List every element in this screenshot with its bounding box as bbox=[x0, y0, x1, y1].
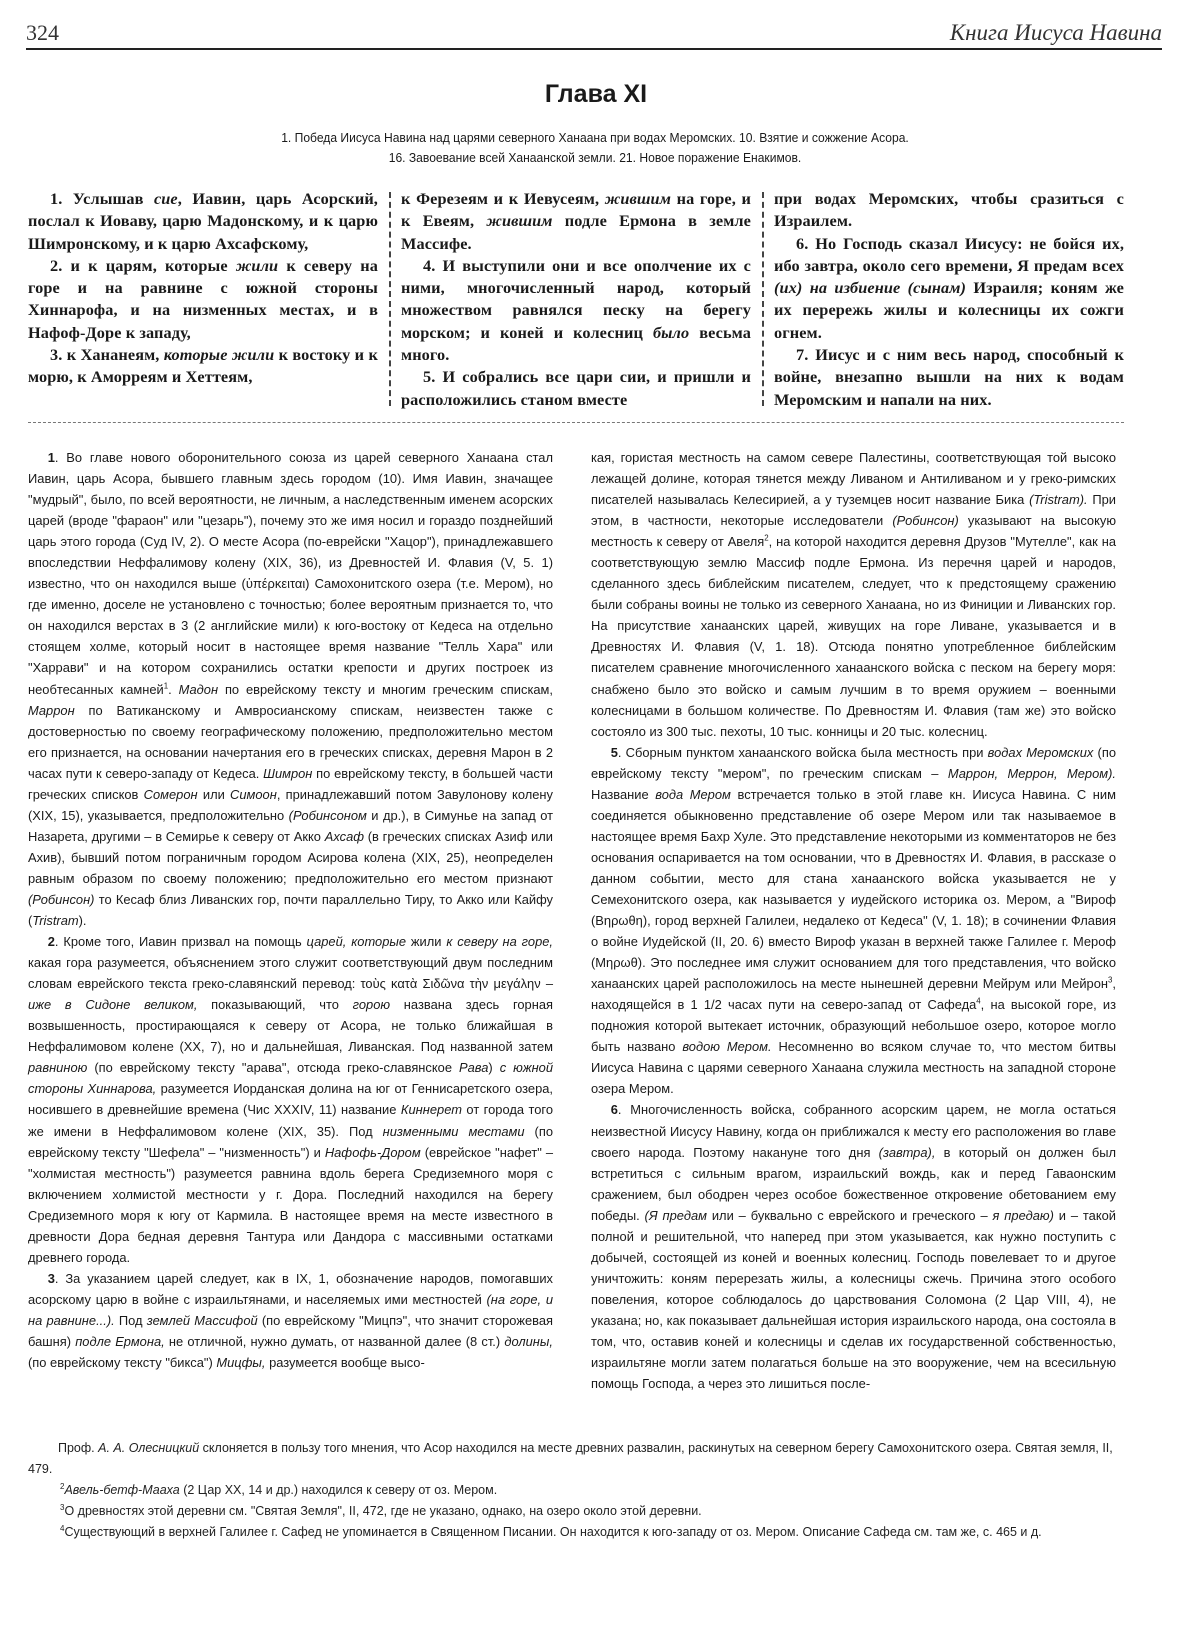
verse-5: 5. И собрались все цари сии, и пришли и расположились станом вместе bbox=[401, 367, 751, 409]
scripture-column-1 bbox=[28, 188, 378, 406]
column-divider bbox=[762, 192, 764, 406]
column-divider bbox=[389, 192, 391, 406]
commentary-paragraph-3-continued: кая, гористая местность на самом севере Палестины, соответствующая той высоко лежащей долине, которая тянется между Ливаном и Антиливаном и у греко-римских писателей называлась Келесирией, а у туземцев носит название Бика (Tristram). При этом, в частности, некоторые исследователи (Робинсон) указывают на высокую местность к северу от Авеля$^2$, на которой находится деревня Друзов "Мутелле", как на соответствующую землю Массиф подле Ермона. Из перечня царей и народов, сделанного здесь библейским писателем, следует, что к предстоящему сражению были собраны воины не только из северного Ханаана, но из Финиции и Ливанских гор. На присутствие ханаанских царей, живущих на горе Ливане, указывается и в Древностях И. Флавия (V, 1. 18). Отсюда понятно употребленное библейским писателем сравнение многочисленного ханаанского войска с песком на берегу моря: снабжено было это войско и самым лучшим в то время оружием – военными колесницами в большом количестве. По Древностям И. Флавия (там же) это войско состояло из 300 тыс. пехоты, 10 тыс. конницы и 20 тыс. колесниц. bbox=[591, 450, 1117, 739]
footnotes bbox=[28, 1438, 1128, 1543]
verse-6: 6. Но Господь сказал Иисусу: не бойся их, ибо завтра, около сего времени, Я предам всех (их) на избиение (сынам) Израиля; коням же их перережь жилы и колесницы их сожги огнем. bbox=[774, 233, 1124, 342]
commentary-paragraph-1: 1. Во главе нового оборонительного союза из царей северного Ханаана стал Иавин, царь Асора, бывшего главным здесь городом (10). Имя Иавин, значащее "мудрый", было, по всей вероятности, не личным, а наследственным именем асорских царей (вроде "фараон" или "цезарь"), почему это же имя носил и гораздо позднейший царь этого города (Суд IV, 2). О месте Асора (по-еврейски "Хацор"), принадлежавшего впоследствии Неффалимову колену (XIX, 36), из Древностей И. Флавия (V, 5. 1) известно, что он находился выше (ὑπέρκειται) Самохонитского озера (т.е. Мером), но где именно, доселе не установлено с точностью; более вероятным признается то, что он находился верстах в 3 (2 английские мили) к юго-востоку от Кедеса на отдельно стоящем холме, который носит в настоящее время название "Телль Хара" или "Харрави" и на котором сохранились остатки крепости и других построек из необтесанных камней$^1$. Мадон по еврейскому тексту и многим греческим спискам, Маррон по Ватиканскому и Амвросианскому спискам, неизвестен также с достоверностью по своему географическому положению, предположительно местом его признается, на основании начертания его в греческих списках, деревня Марон в 2 часах пути к северо-западу от Кедеса. Шимрон по еврейскому тексту, в большей части греческих списков Сомерон или Симоон, принадлежавший потом Завулонову колену (XIX, 15), указывается, предположительно (Робинсоном и др.), в Симунье на запад от Назарета, другими – в Семирье к северу от Акко Ахсаф (в греческих списках Азиф или Ахив), бывший потом пограничным городом Асирова колена (XIX, 25), неопределен равным образом по своему положению; предположительно его местом признают (Робинсон) то Кесаф близ Ливанских гор, почти параллельно Тиру, то Акко или Кайфу (Tristram). bbox=[28, 450, 554, 929]
running-book-title: Книга Иисуса Навина bbox=[949, 20, 1162, 45]
chapter-summary-line: 1. Победа Иисуса Навина над царями северного Ханаана при водах Меромских. 10. Взятие и сожжение Асора. bbox=[281, 130, 909, 145]
footnote-2: $^2$Авель-бетф-Мааха (2 Цар XX, 14 и др.) находился к северу от оз. Мером. bbox=[60, 1481, 498, 1497]
commentary-paragraph-5: 5. Сборным пунктом ханаанского войска была местность при водах Меромских (по еврейскому тексту "мером", по греческим спискам – Маррон, Меррон, Мером). Название вода Мером встречается только в этой главе кн. Иисуса Навина. С ним соединяется обыкновенно представление об озере Мером или так называемое в настоящее время Бахр Хуле. Это представление некоторыми из комментаторов не без основания оспаривается на том основании, что в Древностях И. Флавия, в рассказе о данном событии, место для стана ханаанского войска указывается не у Семехонитского озера, как называется у иудейского историка оз. Мером, а "Вироф (Βηρωθη), город верхней Галилеи, недалеко от Кедеса" (V, 1. 18); в сочинении Флавия о войне Иудейской (II, 20. 6) вместо Вироф указан в верхней также Галилее г. Мероф (Μηρωθ). Это последнее имя служит основанием для того представления, что войско ханаанских царей расположилось на месте нынешней деревни Мейрум или Мейрон$^3$, находящейся в 1 1/2 часах пути на северо-запад от Сафеда$^4$, на высокой горе, из подножия которой вытекает источник, образующий небольшое озеро, которое могло быть названо водою Мером. Несомненно во всяком случае то, что местом битвы Иисуса Навина с царями северного Ханаана служила местность на западной стороне озера Мером. bbox=[591, 744, 1117, 1097]
verse-3-continued: к Ферезеям и к Иевусеям, жившим на горе, и к Евеям, жившим подле Ермона в земле Массифе. bbox=[401, 189, 751, 253]
scripture-column-3 bbox=[774, 188, 1124, 409]
commentary-paragraph-2: 2. Кроме того, Иавин призвал на помощь царей, которые жили к северу на горе, какая гора разумеется, объяснением этого служит соответствующий двум последним словам еврейского текста греко-славянский перевод: τοὺς κατὰ Σιδῶνα τὴν μεγάλην – иже в Сидоне великом, показывающий, что горою названа здесь горная возвышенность, простирающаяся к северу от Асора, не только ближайшая в Неффалимовом колене (XX, 7), но и дальнейшая, Ливанская. Под названной затем равниною (по еврейскому тексту "арава", отсюда греко-славянское Рава) с южной стороны Хиннарова, разумеется Иорданская долина на юг от Геннисаретского озера, носившего в древнейшие времена (Чис XXXIV, 11) название Киннерет от города того же имени в Неффалимовом колене (XIX, 35). Под низменными местами (по еврейскому тексту "Шефела" – "низменность") и Нафофь-Дором (еврейское "нафет" – "холмистая местность") разумеется равнина вдоль берега Средиземного моря с включением холмистой местности у г. Дора. Последний находился на берегу Средиземного моря к югу от Кармила. В настоящее время на месте известного в древности Дора бедная деревня Тантура или Дандора с массивными остатками древнего города. bbox=[28, 934, 554, 1265]
verse-5-continued: при водах Меромских, чтобы сразиться с Израилем. bbox=[774, 189, 1124, 231]
commentary-column-right bbox=[591, 447, 1117, 1392]
verse-4: 4. И выступили они и все ополчение их с ними, многочисленный народ, который множеством равнялся песку на берегу морском; и коней и колесниц было весьма много. bbox=[401, 255, 751, 365]
footnote-4: $^4$Существующий в верхней Галилее г. Сафед не упоминается в Священном Писании. Он находится к юго-западу от оз. Мером. Описание Сафеда см. там же, с. 465 и д. bbox=[60, 1523, 1042, 1539]
commentary-paragraph-6: 6. Многочисленность войска, собранного асорским царем, не могла остаться неизвестной Иисусу Навину, когда он приближался к месту его расположения во главе своего народа. Поэтому накануне того дня (завтра), в который он должен был встретиться с сильным врагом, израильский вождь, как и перед Гаваонским сражением, был ободрен через особое божественное откровение обетованием ему победы. (Я предам или – буквально с еврейского и греческого – я предаю) и – такой полной и решительной, что наперед при этом указывается, как нужно поступить с добычей, состоящей из коней и военных колесниц. Господь повелевает то и другое уничтожить: коням перерезать жилы, а колесницы сжечь. Причина этого особого повеления, которое соблюдалось до царствования Соломона (2 Цар VIII, 4), не указана; но, как показывает дальнейшая история израильского народа, она состояла в том, что, оставив коней и колесницы и сделав их государственной собственностью, израильтяне могли затем полагаться больше на это вооружение, чем на всесильную помощь Господа, а через это лишиться после- bbox=[591, 1102, 1117, 1392]
commentary bbox=[28, 447, 1124, 1392]
verse-2: 2. и к царям, которые жили к северу на горе и на равнине с южной стороны Хиннарофа, и на низменных местах, и в Нафоф-Доре к западу, bbox=[28, 255, 379, 342]
section-divider bbox=[28, 422, 1124, 423]
footnote-3: $^3$О древностях этой деревни см. "Святая Земля", II, 472, где не указано, однако, на озеро около этой деревни. bbox=[60, 1502, 702, 1518]
chapter-title: Глава XI bbox=[544, 80, 648, 108]
page-number: 324 bbox=[26, 20, 59, 45]
verse-1: 1. Услышав сие, Иавин, царь Асорский, послал к Иоваву, царю Мадонскому, и к царю Шимронскому, и к царю Ахсафскому, bbox=[28, 189, 378, 253]
verse-7: 7. Иисус и с ним весь народ, способный к войне, внезапно вышли на них к водам Меромским и напали на них. bbox=[774, 345, 1124, 409]
verse-3: 3. к Хананеям, которые жили к востоку и к морю, к Аморреям и Хеттеям, bbox=[28, 345, 378, 387]
scripture-text bbox=[28, 188, 1124, 409]
running-header bbox=[26, 14, 1162, 50]
chapter-summary-line: 16. Завоевание всей Ханаанской земли. 21. Новое поражение Енакимов. bbox=[388, 150, 802, 165]
scripture-column-2 bbox=[401, 188, 751, 409]
chapter-summary bbox=[97, 128, 1092, 168]
commentary-column-left bbox=[28, 447, 553, 1377]
footnote-1: Проф. А. А. Олесницкий склоняется в пользу того мнения, что Асор находился на месте древних развалин, раскинутых на северном берегу Самохонитского озера. Святая земля, II, 479. bbox=[28, 1441, 1113, 1476]
commentary-paragraph-3: 3. За указанием царей следует, как в IX, 1, обозначение народов, помогавших асорскому царю в войне с израильтянами, и населяемых ими местностей (на горе, и на равнине...). Под землей Массифой (по еврейскому "Мицпэ", что значит сторожевая башня) подле Ермона, не отличной, нужно думать, от названной далее (8 ст.) долины, (по еврейскому тексту "бикса") Мицфы, разумеется вообще высо- bbox=[28, 1270, 554, 1371]
